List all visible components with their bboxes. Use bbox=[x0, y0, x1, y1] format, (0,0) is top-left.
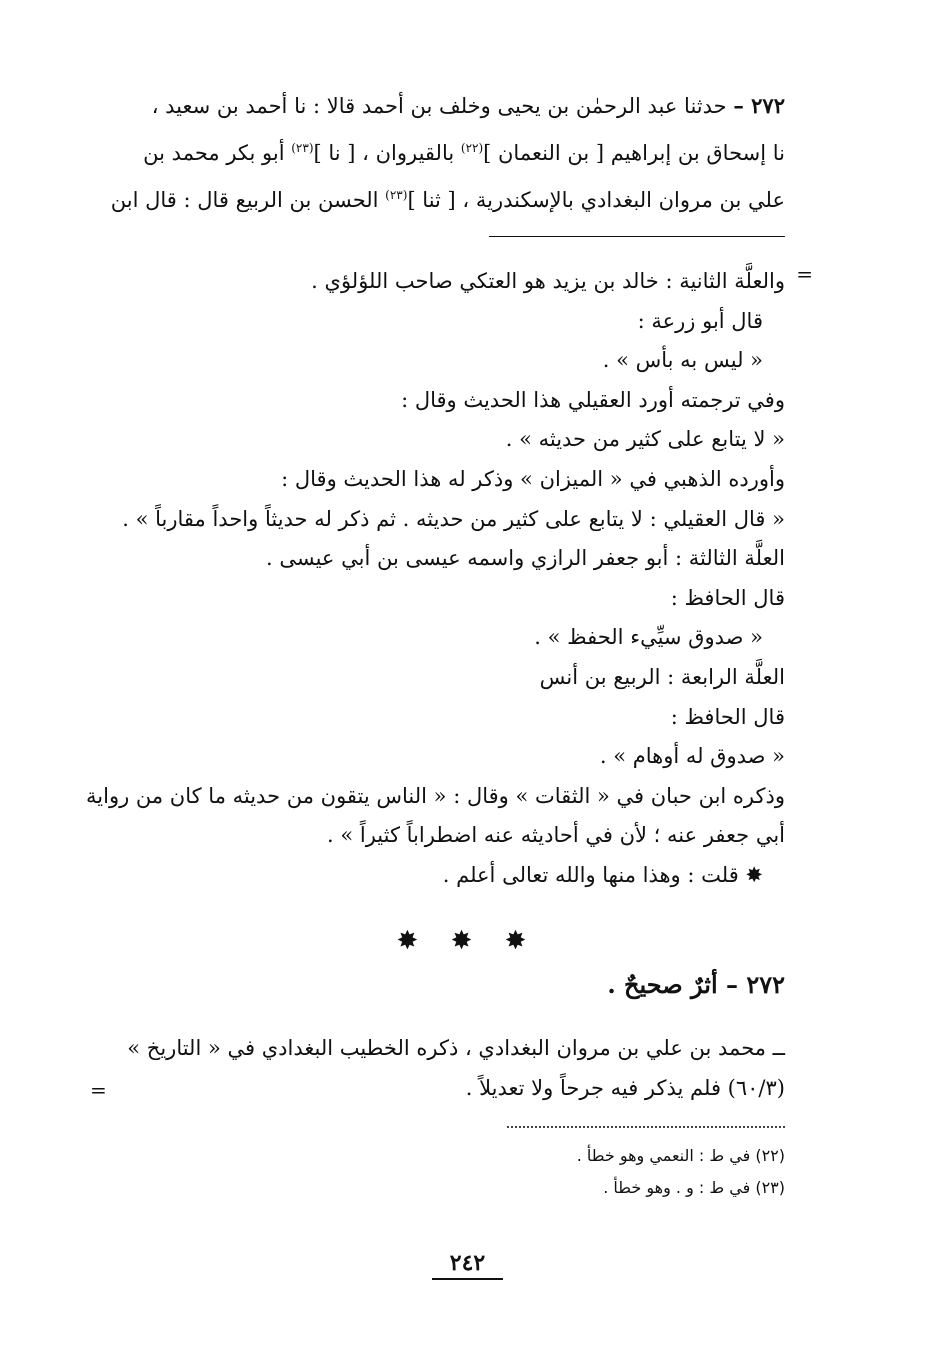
note-line: العلَّة الرابعة : الربيع بن أنس bbox=[539, 664, 785, 689]
grading-line-2: (٦٠/٣) فلم يذكر فيه جرحاً ولا تعديلاً . bbox=[465, 1076, 785, 1100]
footnote-22: (٢٢) في ط : النعمي وهو خطأ . bbox=[576, 1146, 785, 1165]
commentary-notes bbox=[84, 262, 785, 896]
footnote-ref-22: (٢٢) bbox=[460, 141, 484, 155]
hadith-line-1: ٢٧٢ – حدثنا عبد الرحمٰن بن يحيى وخلف بن أحمد قالا : نا أحمد بن سعيد ، bbox=[151, 93, 785, 118]
footnote-23: (٢٣) في ط : و . وهو خطأ . bbox=[603, 1178, 785, 1197]
hadith-text bbox=[84, 82, 785, 224]
note-line: « ليس به بأس » . bbox=[602, 348, 763, 373]
note-line: قال الحافظ : bbox=[670, 585, 785, 610]
note-line: « قال العقيلي : لا يتابع على كثير من حديثه . ثم ذكر له حديثاً واحداً مقارباً » . bbox=[122, 506, 785, 531]
hadith-number: ٢٧٢ – bbox=[733, 93, 785, 118]
note-line: وفي ترجمته أورد العقيلي هذا الحديث وقال : bbox=[401, 387, 785, 412]
hadith-line-3: علي بن مروان البغدادي بالإسكندرية ، [ ثنا ]$^{(٢٣)}$ الحسن بن الربيع قال : قال ابن bbox=[110, 188, 785, 212]
footnote-ref-23: (٢٣) bbox=[385, 188, 408, 202]
grading-text bbox=[84, 1028, 785, 1108]
note-line: « لا يتابع على كثير من حديثه » . bbox=[505, 427, 785, 452]
note-line: وذكره ابن حبان في « الثقات » وقال : « الناس يتقون من حديثه ما كان من رواية bbox=[86, 783, 785, 808]
footnote-separator bbox=[507, 1126, 785, 1128]
footnote-ref-23: (٢٣) bbox=[291, 141, 314, 155]
separator-rule bbox=[489, 236, 785, 237]
note-line: قال الحافظ : bbox=[670, 704, 785, 729]
page-number: ٢٤٢ bbox=[0, 1250, 935, 1276]
section-divider-stars: ✸ ✸ ✸ bbox=[396, 926, 539, 956]
continuation-mark: = bbox=[796, 262, 813, 286]
continuation-mark: = bbox=[90, 1078, 107, 1102]
note-line: ✸ قلت : وهذا منها والله تعالى أعلم . bbox=[442, 862, 763, 887]
footnotes bbox=[84, 1140, 785, 1204]
grading-line-1: ــ محمد بن علي بن مروان البغدادي ، ذكره الخطيب البغدادي في « التاريخ » bbox=[127, 1036, 785, 1060]
note-line: العلَّة الثالثة : أبو جعفر الرازي واسمه عيسى بن أبي عيسى . bbox=[266, 546, 785, 571]
note-line: قال أبو زرعة : bbox=[637, 308, 763, 333]
note-line: وأورده الذهبي في « الميزان » وذكر له هذا الحديث وقال : bbox=[281, 466, 785, 491]
hadith-line-2: نا إسحاق بن إبراهيم [ بن النعمان ]$^{(٢٢)}$ بالقيروان ، [ نا ]$^{(٢٣)}$ أبو بكر محمد بن bbox=[143, 141, 785, 165]
note-line: أبي جعفر عنه ؛ لأن في أحاديثه عنه اضطراباً كثيراً » . bbox=[327, 823, 785, 848]
note-line: والعلَّة الثانية : خالد بن يزيد هو العتكي صاحب اللؤلؤي . bbox=[311, 269, 785, 293]
note-line: « صدوق سيِّيء الحفظ » . bbox=[534, 625, 763, 650]
note-line: « صدوق له أوهام » . bbox=[599, 744, 785, 769]
section-heading: ٢٧٢ – أثرٌ صحيحٌ . bbox=[607, 970, 785, 999]
